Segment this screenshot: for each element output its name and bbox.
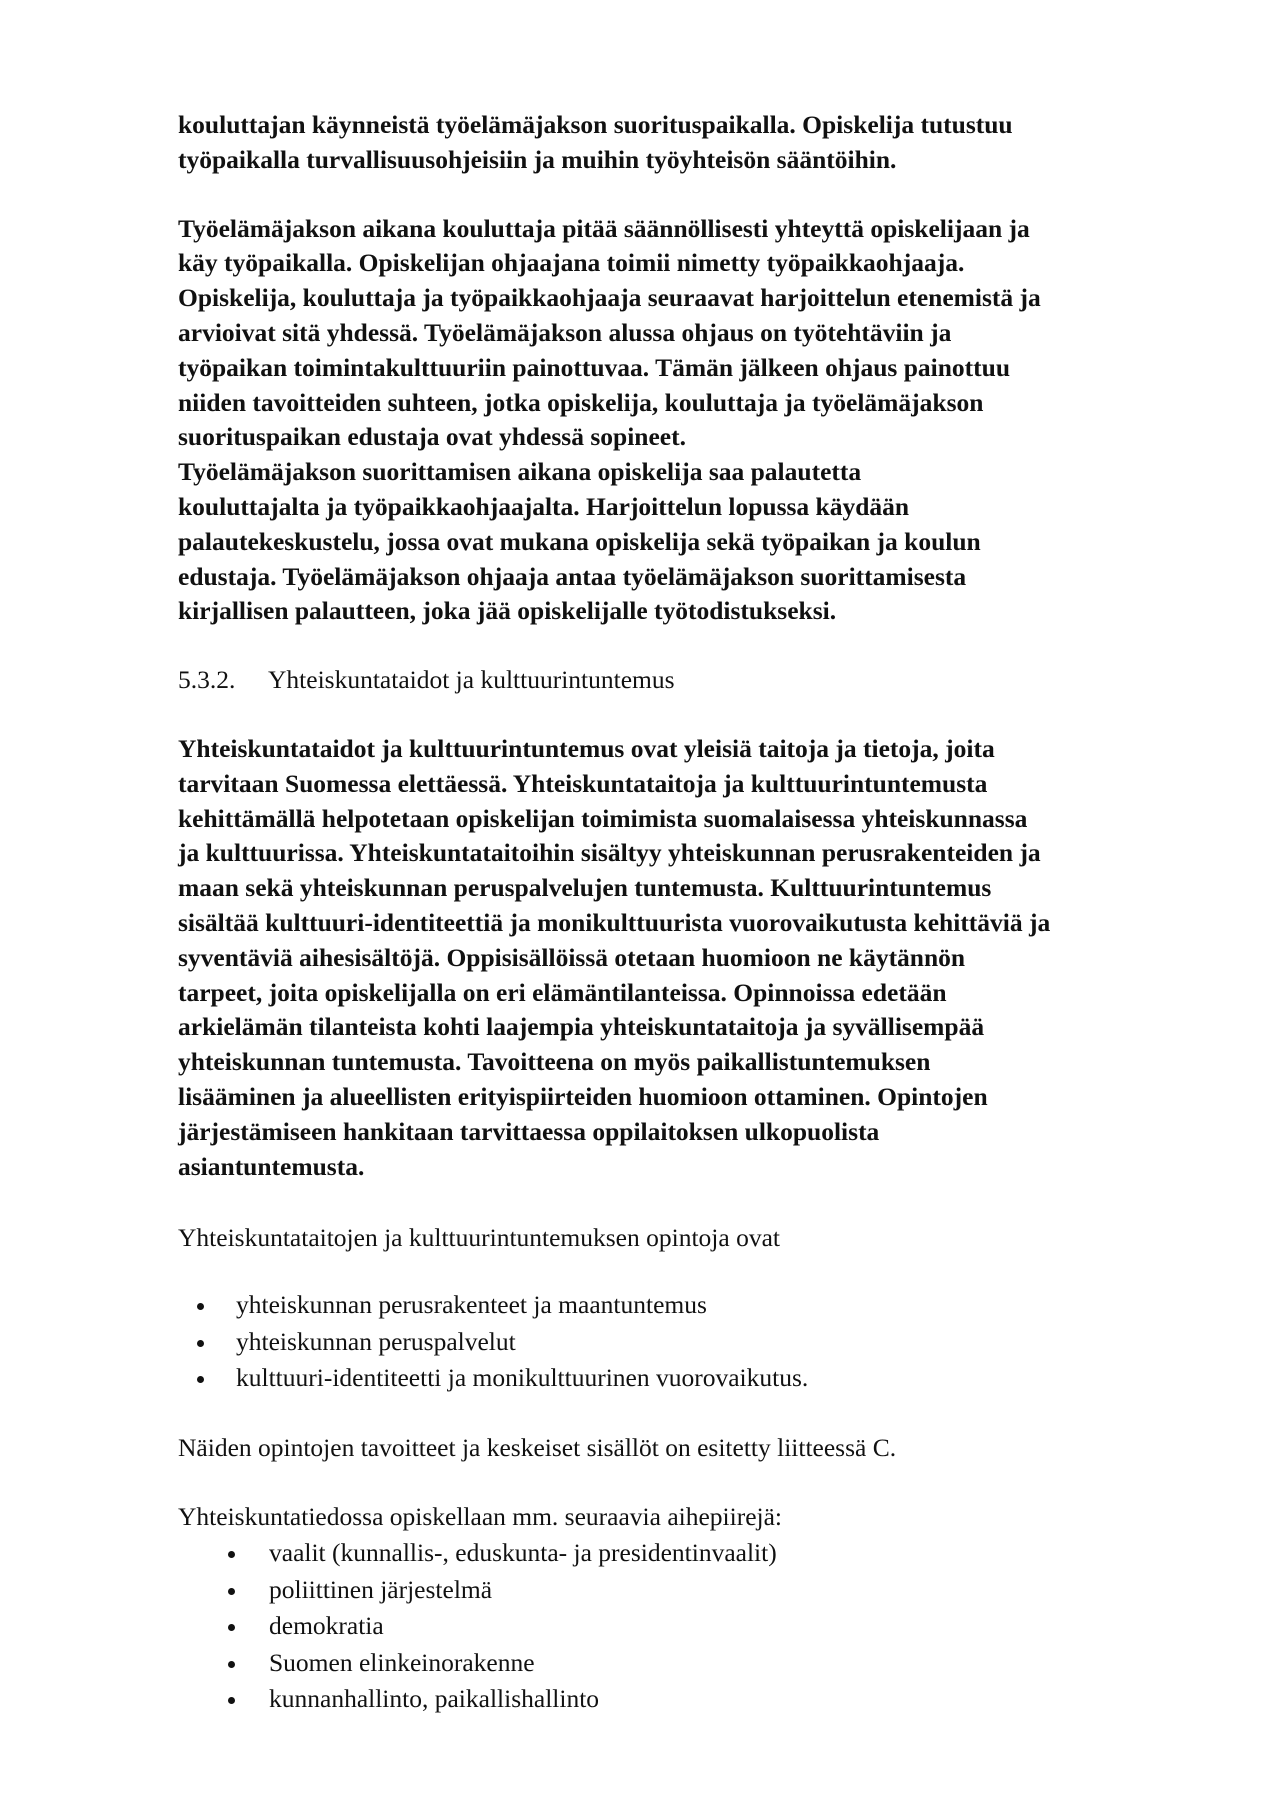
list-item — [178, 1324, 1228, 1361]
studies-list — [178, 1287, 1228, 1397]
paragraph-workplace-intro: kouluttajan käynneistä työelämäjakson suorituspaikalla. Opiskelija tutustuu työpaikalla turvallisuusohjeisiin ja muihin työyhteisön sääntöihin. — [178, 110, 1013, 174]
list-item — [178, 1535, 1228, 1572]
section-heading — [178, 663, 1228, 698]
paragraph-studies-intro: Yhteiskuntataitojen ja kulttuurintuntemuksen opintoja ovat — [178, 1223, 780, 1253]
list-item-text: poliittinen järjestelmä — [269, 1574, 493, 1604]
paragraph-topics-intro: Yhteiskuntatiedossa opiskellaan mm. seuraavia aihepiirejä: — [178, 1502, 783, 1532]
list-item-text: kunnanhallinto, paikallishallinto — [269, 1684, 600, 1714]
paragraph-appendix-note: Näiden opintojen tavoitteet ja keskeiset sisällöt on esitetty liitteessä C. — [178, 1432, 897, 1462]
paragraph-workplace-guidance: Työelämäjakson aikana kouluttaja pitää säännöllisesti yhteyttä opiskelijaan ja käy työpaikalla. Opiskelijan ohjaajana toimii nimetty työpaikkaohjaaja. Opiskelija, kouluttaja ja työpaikkaohjaaja seuraavat harjoittelun etenemistä ja arvioivat sitä yhdessä. Työelämäjakson alussa ohjaus on työtehtäviin ja työpaikan toimintakulttuuriin painottuvaa. Tämän jälkeen ohjaus painottuu niiden tavoitteiden suhteen, jotka opiskelija, kouluttaja ja työelämäjakson suorituspaikan edustaja ovat yhdessä sopineet. Työelämäjakson suorittamisen aikana opiskelija saa palautetta kouluttajalta ja työpaikkaohjaajalta. Harjoittelun lopussa käydään palautekeskustelu, jossa ovat mukana opiskelija sekä työpaikan ja koulun edustaja. Työelämäjakson ohjaaja antaa työelämäjakson suorittamisesta kirjallisen palautteen, joka jää opiskelijalle työtodistukseksi. — [178, 213, 1041, 626]
bullet-icon — [228, 1624, 235, 1631]
bullet-icon — [197, 1303, 204, 1310]
topics-list — [178, 1535, 1228, 1718]
list-item-text: vaalit (kunnallis-, eduskunta- ja presidentinvaalit) — [269, 1538, 777, 1568]
list-item — [178, 1287, 1228, 1324]
list-item-text: demokratia — [269, 1611, 384, 1641]
list-item — [178, 1681, 1228, 1718]
bullet-icon — [197, 1340, 204, 1347]
section-title: Yhteiskuntataidot ja kulttuurintuntemus — [268, 665, 675, 695]
list-item — [178, 1360, 1228, 1397]
list-item-text: Suomen elinkeinorakenne — [269, 1647, 535, 1677]
list-item-text: yhteiskunnan perusrakenteet ja maantuntemus — [236, 1290, 707, 1320]
bullet-icon — [228, 1588, 235, 1595]
bullet-icon — [228, 1697, 235, 1704]
list-item — [178, 1645, 1228, 1682]
bullet-icon — [228, 1551, 235, 1558]
bullet-icon — [197, 1376, 204, 1383]
section-number: 5.3.2. — [178, 665, 236, 695]
paragraph-civic-skills: Yhteiskuntataidot ja kulttuurintuntemus ovat yleisiä taitoja ja tietoja, joita tarvitaan Suomessa elettäessä. Yhteiskuntataitoja ja kulttuurintuntemusta kehittämällä helpotetaan opiskelijan toimimista suomalaisessa yhteiskunnassa ja kulttuurissa. Yhteiskuntataitoihin sisältyy yhteiskunnan perusrakenteiden ja maan sekä yhteiskunnan peruspalvelujen tuntemusta. Kulttuurintuntemus sisältää kulttuuri-identiteettiä ja monikulttuurista vuorovaikutusta kehittäviä ja syventäviä aihesisältöjä. Oppisisällöissä otetaan huomioon ne käytännön tarpeet, joita opiskelijalla on eri elämäntilanteissa. Opinnoissa edetään arkielämän tilanteista kohti laajempia yhteiskuntataitoja ja syvällisempää yhteiskunnan tuntemusta. Tavoitteena on myös paikallistuntemuksen lisääminen ja alueellisten erityispiirteiden huomioon ottaminen. Opintojen järjestämiseen hankitaan tarvittaessa oppilaitoksen ulkopuolista asiantuntemusta. — [178, 733, 1051, 1181]
document-page — [178, 108, 1228, 1718]
bullet-icon — [228, 1661, 235, 1668]
list-item — [178, 1608, 1228, 1645]
list-item-text: kulttuuri-identiteetti ja monikulttuurinen vuorovaikutus. — [236, 1363, 809, 1393]
list-item — [178, 1572, 1228, 1609]
list-item-text: yhteiskunnan peruspalvelut — [236, 1326, 516, 1356]
